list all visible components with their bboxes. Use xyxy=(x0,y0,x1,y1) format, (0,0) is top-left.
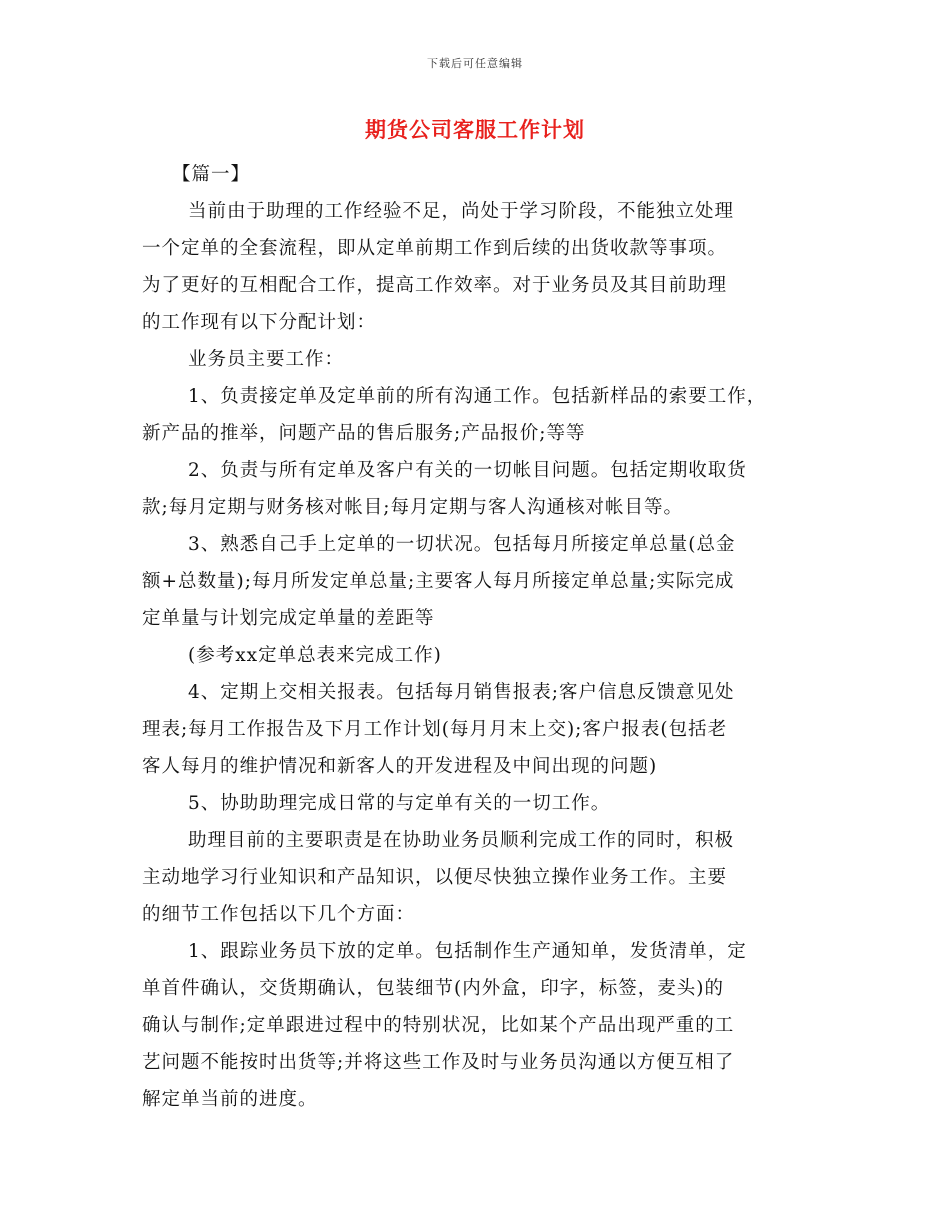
paragraph-line: 款;每月定期与财务核对帐目;每月定期与客人沟通核对帐目等。 xyxy=(142,497,683,518)
paragraph-line: 确认与制作;定单跟进过程中的特别状况，比如某个产品出现严重的工 xyxy=(142,1015,735,1036)
paragraph-line: (参考xx定单总表来完成工作) xyxy=(188,645,442,666)
paragraph-line: 1、跟踪业务员下放的定单。包括制作生产通知单，发货清单，定 xyxy=(188,941,747,962)
section-label: 【篇一】 xyxy=(172,164,251,185)
paragraph-line: 额+总数量);每月所发定单总量;主要客人每月所接定单总量;实际完成 xyxy=(142,571,735,592)
document-title: 期货公司客服工作计划 xyxy=(365,118,585,142)
paragraph-line: 3、熟悉自己手上定单的一切状况。包括每月所接定单总量(总金 xyxy=(188,534,736,555)
paragraph-line: 1、负责接定单及定单前的所有沟通工作。包括新样品的索要工作， xyxy=(188,386,767,407)
paragraph-line: 当前由于助理的工作经验不足，尚处于学习阶段，不能独立处理 xyxy=(188,201,735,222)
paragraph-line: 解定单当前的进度。 xyxy=(142,1089,318,1110)
header-note: 下载后可任意编辑 xyxy=(427,57,523,70)
paragraph-line: 客人每月的维护情况和新客人的开发进程及中间出现的问题) xyxy=(142,756,658,777)
paragraph-line: 业务员主要工作： xyxy=(188,349,345,370)
paragraph-line: 主动地学习行业知识和产品知识，以便尽快独立操作业务工作。主要 xyxy=(142,867,728,888)
paragraph-line: 新产品的推举，问题产品的售后服务;产品报价;等等 xyxy=(142,423,586,444)
paragraph-line: 定单量与计划完成定单量的差距等 xyxy=(142,608,435,629)
paragraph-line: 的工作现有以下分配计划： xyxy=(142,312,377,333)
paragraph-line: 2、负责与所有定单及客户有关的一切帐目问题。包括定期收取货 xyxy=(188,460,747,481)
paragraph-line: 为了更好的互相配合工作，提高工作效率。对于业务员及其目前助理 xyxy=(142,275,728,296)
paragraph-line: 5、协助助理完成日常的与定单有关的一切工作。 xyxy=(188,793,611,814)
paragraph-line: 的细节工作包括以下几个方面： xyxy=(142,904,416,925)
paragraph-line: 一个定单的全套流程，即从定单前期工作到后续的出货收款等事项。 xyxy=(142,238,728,259)
paragraph-line: 助理目前的主要职责是在协助业务员顺利完成工作的同时，积极 xyxy=(188,830,735,851)
paragraph-line: 4、定期上交相关报表。包括每月销售报表;客户信息反馈意见处 xyxy=(188,682,735,703)
paragraph-line: 理表;每月工作报告及下月工作计划(每月月末上交);客户报表(包括老 xyxy=(142,719,728,740)
paragraph-line: 单首件确认，交货期确认，包装细节(内外盒，印字，标签，麦头)的 xyxy=(142,978,724,999)
paragraph-line: 艺问题不能按时出货等;并将这些工作及时与业务员沟通以方便互相了 xyxy=(142,1052,735,1073)
